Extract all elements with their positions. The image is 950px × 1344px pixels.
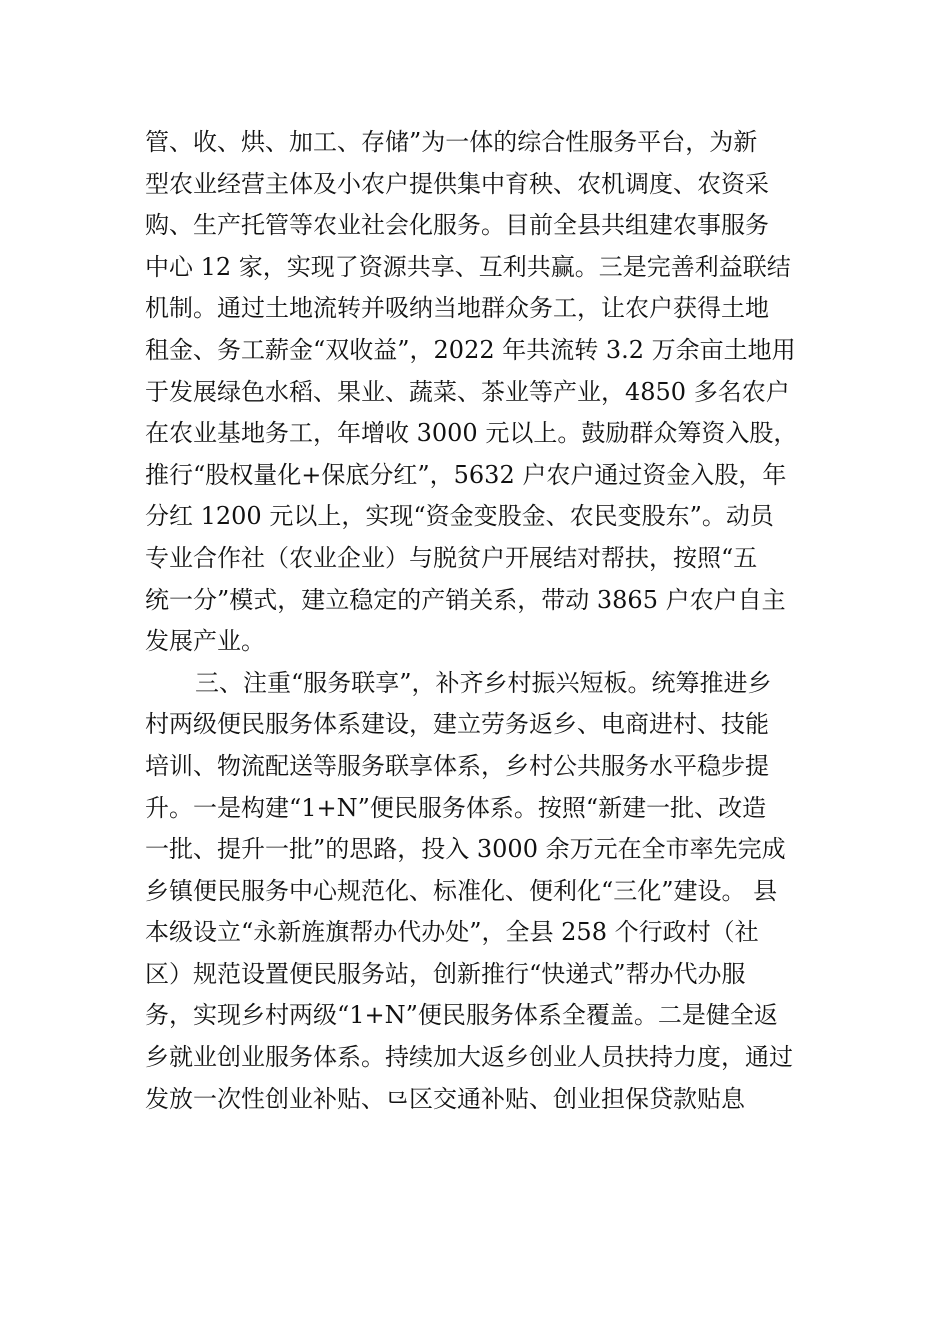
- text-line: 乡镇便民服务中心规范化、标准化、便利化“三化”建设。 县: [145, 876, 778, 905]
- text-line: 乡就业创业服务体系。持续加大返乡创业人员扶持力度，通过: [145, 1043, 793, 1072]
- text-line: 管、收、烘、加工、存储”为一体的综合性服务平台，为新: [145, 128, 758, 156]
- text-line: 村两级便民服务体系建设，建立劳务返乡、电商进村、技能: [145, 710, 769, 739]
- text-line: 一批、提升一批”的思路，投入 3000 余万元在全市率先完成: [145, 835, 786, 864]
- text-line: 分红 1200 元以上，实现“资金变股金、农民变股东”。动员: [145, 502, 774, 531]
- section-heading-line: 三、注重“服务联享”，补齐乡村振兴短板。统筹推进乡: [195, 668, 772, 697]
- text-line: 发放一次性创业补贴、⺋区交通补贴、创业担保贷款贴息: [145, 1084, 745, 1113]
- text-line: 专业合作社（农业企业）与脱贫户开展结对帮扶，按照“五: [145, 543, 758, 572]
- text-line: 中心 12 家，实现了资源共享、互利共赢。三是完善利益联结: [145, 252, 791, 281]
- text-line: 发展产业。: [145, 627, 265, 656]
- text-line: 在农业基地务工，年增收 3000 元以上。鼓励群众筹资入股，: [145, 419, 798, 448]
- text-line: 升。一是构建“1+N”便民服务体系。按照“新建一批、改造: [145, 793, 767, 822]
- text-line: 培训、物流配送等服务联享体系，乡村公共服务水平稳步提: [145, 751, 769, 780]
- text-line: 于发展绿色水稻、果业、蔬菜、茶业等产业，4850 多名农户: [145, 377, 790, 406]
- text-line: 型农业经营主体及小农户提供集中育秧、农机调度、农资采: [145, 169, 769, 198]
- text-line: 机制。通过土地流转并吸纳当地群众务工，让农户获得土地: [145, 294, 769, 323]
- text-line: 租金、务工薪金“双收益”，2022 年共流转 3.2 万余亩土地用: [145, 335, 796, 364]
- body-text: [145, 122, 825, 1120]
- text-line: 推行“股权量化+保底分红”，5632 户农户通过资金入股，年: [145, 460, 787, 489]
- text-line: 务，实现乡村两级“1+N”便民服务体系全覆盖。二是健全返: [145, 1001, 778, 1030]
- text-line: 购、生产托管等农业社会化服务。目前全县共组建农事服务: [145, 211, 769, 240]
- text-line: 区）规范设置便民服务站，创新推行“快递式”帮办代办服: [145, 959, 746, 988]
- text-line: 统一分”模式，建立稳定的产销关系，带动 3865 户农户自主: [145, 585, 786, 614]
- text-line: 本级设立“永新旌旗帮办代办处”，全县 258 个行政村（社: [145, 918, 759, 947]
